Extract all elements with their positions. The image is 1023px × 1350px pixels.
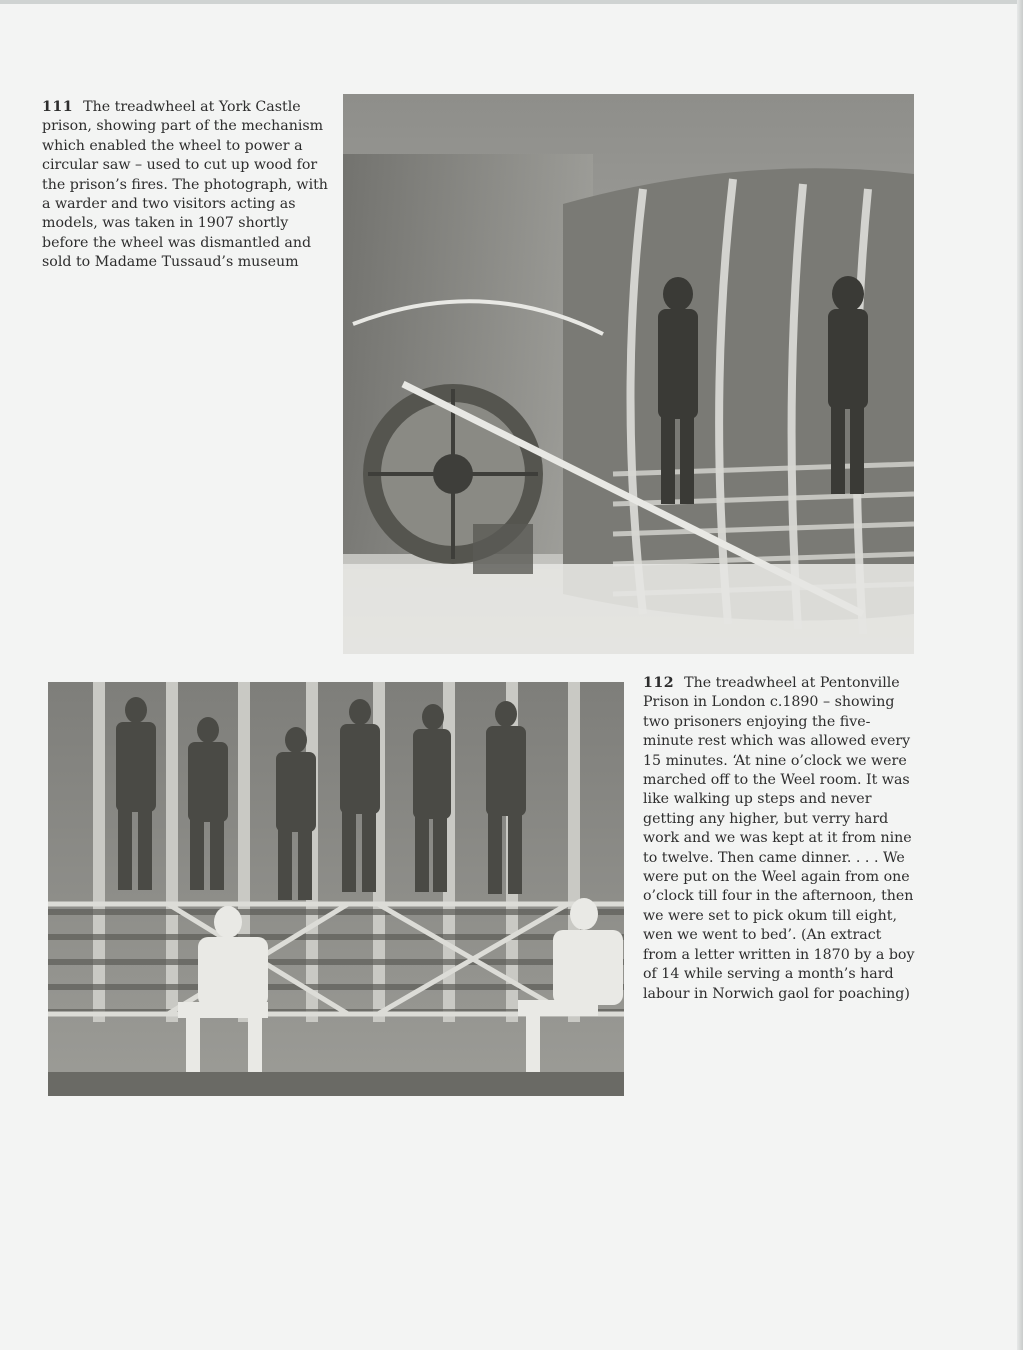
caption-112-text: The treadwheel at Pentonville Prison in London c.1890 – showing two prisoners enjoying the five-minute rest which was allowed every 15 minutes. ‘At nine o’clock we were marched off to the Weel room. It was like walking up steps and never getting any higher, but verry hard work and we was kept at it from nine to twelve. Then came dinner. . . . We were put on the Weel again from one o’clock till four in the afternoon, then we were set to pick okum till eight, wen we went to bed’. (An extract from a letter written in 1870 by a boy of 14 while serving a month’s hard labour in Norwich gaol for poaching) <box>643 675 915 1002</box>
caption-111-number: 111 <box>42 99 74 115</box>
page-spine-edge <box>1017 0 1023 1350</box>
york-castle-treadwheel-photo <box>343 94 914 654</box>
caption-111-text: The treadwheel at York Castle prison, showing part of the mechanism which enabled the wheel to power a circular saw – used to cut up wood for the prison’s fires. The photograph, with a warder and two visitors acting as models, was taken in 1907 shortly before the wheel was dismantled and sold to Madame Tussaud’s museum <box>42 99 328 271</box>
caption-112-number: 112 <box>643 675 675 691</box>
caption-112 <box>643 674 915 1004</box>
caption-111 <box>42 98 334 273</box>
pentonville-treadwheel-photo <box>48 682 624 1096</box>
page-top-edge <box>0 0 1023 4</box>
